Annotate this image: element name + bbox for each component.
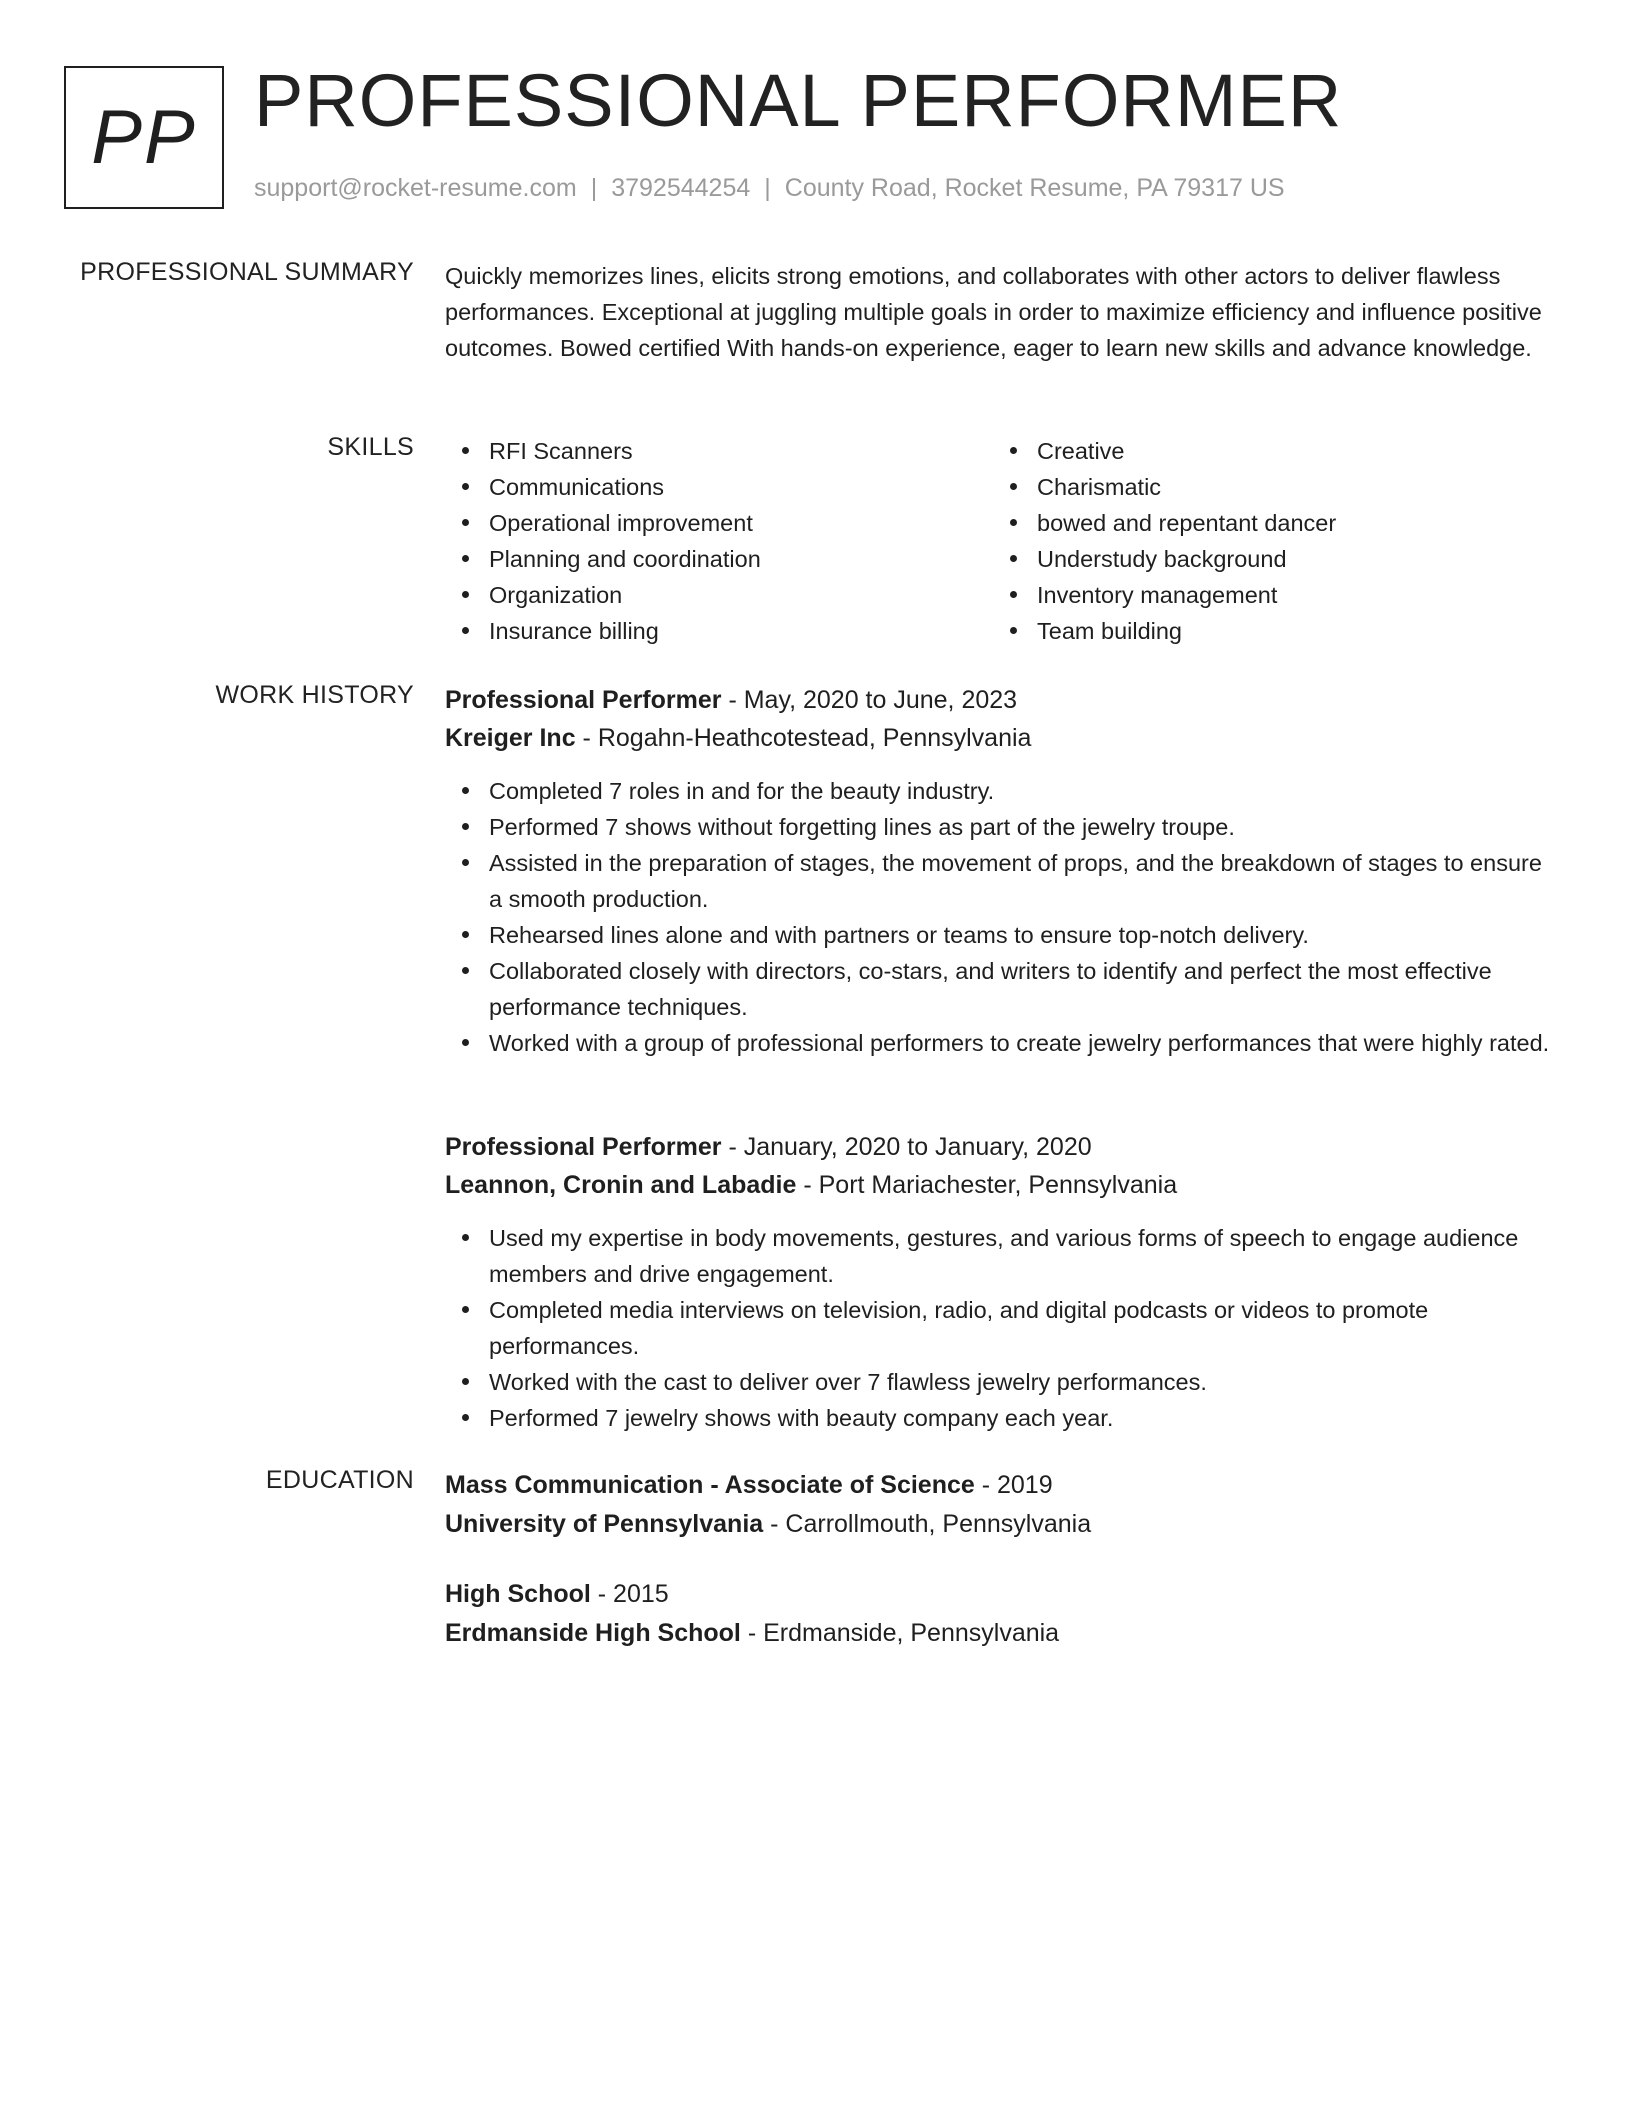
job-company-line <box>445 719 1560 757</box>
job-bullet: Used my expertise in body movements, gestures, and various forms of speech to engage audience members and drive engagement. <box>445 1220 1560 1292</box>
skill-item: Organization <box>445 577 993 613</box>
edu-degree-line <box>445 1466 1560 1505</box>
edu-school-line <box>445 1505 1560 1544</box>
job-bullet: Performed 7 jewelry shows with beauty company each year. <box>445 1400 1560 1436</box>
edu-year: - 2019 <box>974 1471 1053 1499</box>
job-dates: - May, 2020 to June, 2023 <box>721 686 1018 714</box>
contact-address: County Road, Rocket Resume, PA 79317 US <box>784 174 1285 202</box>
resume-name: PROFESSIONAL PERFORMER <box>254 59 1343 142</box>
job-company-line <box>445 1166 1560 1204</box>
education-title: EDUCATION <box>265 1466 414 1494</box>
job-bullets <box>445 773 1560 1061</box>
summary-title: PROFESSIONAL SUMMARY <box>80 258 414 286</box>
skills-list-left <box>445 433 993 649</box>
job-role: Professional Performer <box>445 686 722 714</box>
contact-phone[interactable]: 3792544254 <box>611 174 751 202</box>
edu-school: University of Pennsylvania <box>445 1510 764 1538</box>
job-bullet: Assisted in the preparation of stages, the movement of props, and the breakdown of stages to ensure a smooth production. <box>445 845 1560 917</box>
edu-school: Erdmanside High School <box>445 1619 741 1647</box>
job-entry <box>445 681 1560 1061</box>
job-entry <box>445 1128 1560 1436</box>
skill-item: Creative <box>993 433 1541 469</box>
edu-location: - Erdmanside, Pennsylvania <box>740 1619 1060 1647</box>
work-history-title: WORK HISTORY <box>215 681 414 709</box>
skill-item: Team building <box>993 613 1541 649</box>
skill-item: bowed and repentant dancer <box>993 505 1541 541</box>
summary-text: Quickly memorizes lines, elicits strong emotions, and collaborates with other actors to deliver flawless performances. Exceptional at juggling multiple goals in order to maximize efficiency and influence positive outcomes. Bowed certified With hands-on experience, eager to learn new skills and advance knowledge. <box>445 263 1542 361</box>
job-bullet: Rehearsed lines alone and with partners or teams to ensure top-notch delivery. <box>445 917 1560 953</box>
job-role: Professional Performer <box>445 1133 722 1161</box>
skill-item: RFI Scanners <box>445 433 993 469</box>
job-title-line <box>445 1128 1560 1166</box>
skill-item: Insurance billing <box>445 613 993 649</box>
education-entry <box>445 1466 1560 1544</box>
job-bullet: Worked with a group of professional performers to create jewelry performances that were highly rated. <box>445 1025 1560 1061</box>
contact-email[interactable]: support@rocket-resume.com <box>254 174 577 202</box>
skills-body <box>445 433 1560 649</box>
skill-item: Understudy background <box>993 541 1541 577</box>
edu-school-line <box>445 1614 1560 1653</box>
job-bullets <box>445 1220 1560 1436</box>
education-entry <box>445 1575 1560 1653</box>
contact-line <box>254 174 1285 203</box>
monogram-logo <box>64 66 224 209</box>
edu-year: - 2015 <box>590 1580 669 1608</box>
edu-degree: High School <box>445 1580 591 1608</box>
job-company: Leannon, Cronin and Labadie <box>445 1171 797 1199</box>
skill-item: Planning and coordination <box>445 541 993 577</box>
monogram-initials: PP <box>91 95 197 180</box>
job-location: - Rogahn-Heathcotestead, Pennsylvania <box>575 724 1032 752</box>
edu-degree-line <box>445 1575 1560 1614</box>
skills-list-right <box>993 433 1541 649</box>
job-company: Kreiger Inc <box>445 724 576 752</box>
skills-columns <box>445 433 1560 649</box>
contact-separator: | <box>764 174 771 202</box>
skill-item: Operational improvement <box>445 505 993 541</box>
job-bullet: Completed media interviews on television, radio, and digital podcasts or videos to promote performances. <box>445 1292 1560 1364</box>
skill-item: Inventory management <box>993 577 1541 613</box>
skill-item: Communications <box>445 469 993 505</box>
edu-location: - Carrollmouth, Pennsylvania <box>763 1510 1092 1538</box>
skill-item: Charismatic <box>993 469 1541 505</box>
contact-separator: | <box>590 174 598 202</box>
job-dates: - January, 2020 to January, 2020 <box>721 1133 1092 1161</box>
job-title-line <box>445 681 1560 719</box>
job-bullet: Collaborated closely with directors, co-stars, and writers to identify and perfect the most effective performance techniques. <box>445 953 1560 1025</box>
job-location: - Port Mariachester, Pennsylvania <box>796 1171 1178 1199</box>
edu-degree: Mass Communication - Associate of Science <box>445 1471 975 1499</box>
job-bullet: Completed 7 roles in and for the beauty industry. <box>445 773 1560 809</box>
job-bullet: Worked with the cast to deliver over 7 flawless jewelry performances. <box>445 1364 1560 1400</box>
skills-title: SKILLS <box>327 433 414 461</box>
job-bullet: Performed 7 shows without forgetting lines as part of the jewelry troupe. <box>445 809 1560 845</box>
